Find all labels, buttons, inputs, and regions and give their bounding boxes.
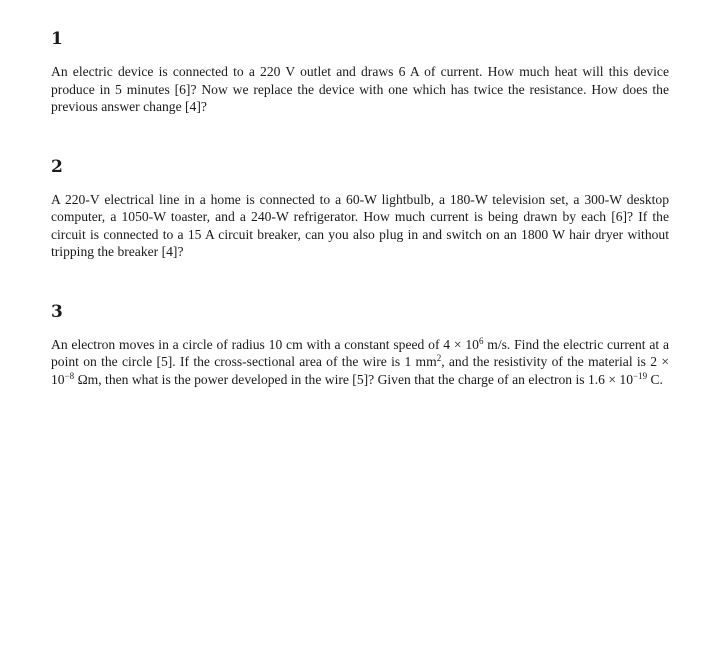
problem-number: 1 [51,29,63,49]
text-segment: m/s. Find the electric current at a point on the circle [5]. If the cross-sectional area of the wire is 1 mm [51,336,669,369]
problem-2 [51,156,669,261]
problem-text: An electric device is connected to a 220 V outlet and draws 6 A of current. How much heat will this device produce in 5 minutes [6]? Now we replace the device with one which has twice the resistance. How does the previous answer change [4]? [51,64,669,114]
section-spacer [51,261,669,301]
text-segment: C. [647,371,663,387]
exponent: −8 [64,370,75,381]
exponent: −19 [633,370,648,381]
text-segment: , and the resistivity of the material is 2 × 10 [51,354,669,387]
text-segment: An electron moves in a circle of radius 10 cm with a constant speed of 4 × 10 [51,336,479,352]
exponent: 6 [478,335,484,346]
section-spacer [51,116,669,156]
problem-1 [51,28,669,116]
problem-number: 2 [51,156,63,177]
problem-text [51,336,669,389]
problem-text: A 220-V electrical line in a home is connected to a 60-W lightbulb, a 180-W television set, a 300-W desktop computer, a 1050-W toaster, and a 240-W refrigerator. How much current is being drawn by each [6]? If the circuit is connected to a 15 A circuit breaker, can you also plug in and switch on an 1800 W hair dryer without tripping the breaker [4]? [51,191,669,259]
problem-3 [51,301,669,389]
text-segment: Ωm, then what is the power developed in the wire [5]? Given that the charge of an electron is 1.6 × 10 [74,371,634,387]
problem-number: 3 [51,301,63,322]
exponent: 2 [436,353,442,363]
